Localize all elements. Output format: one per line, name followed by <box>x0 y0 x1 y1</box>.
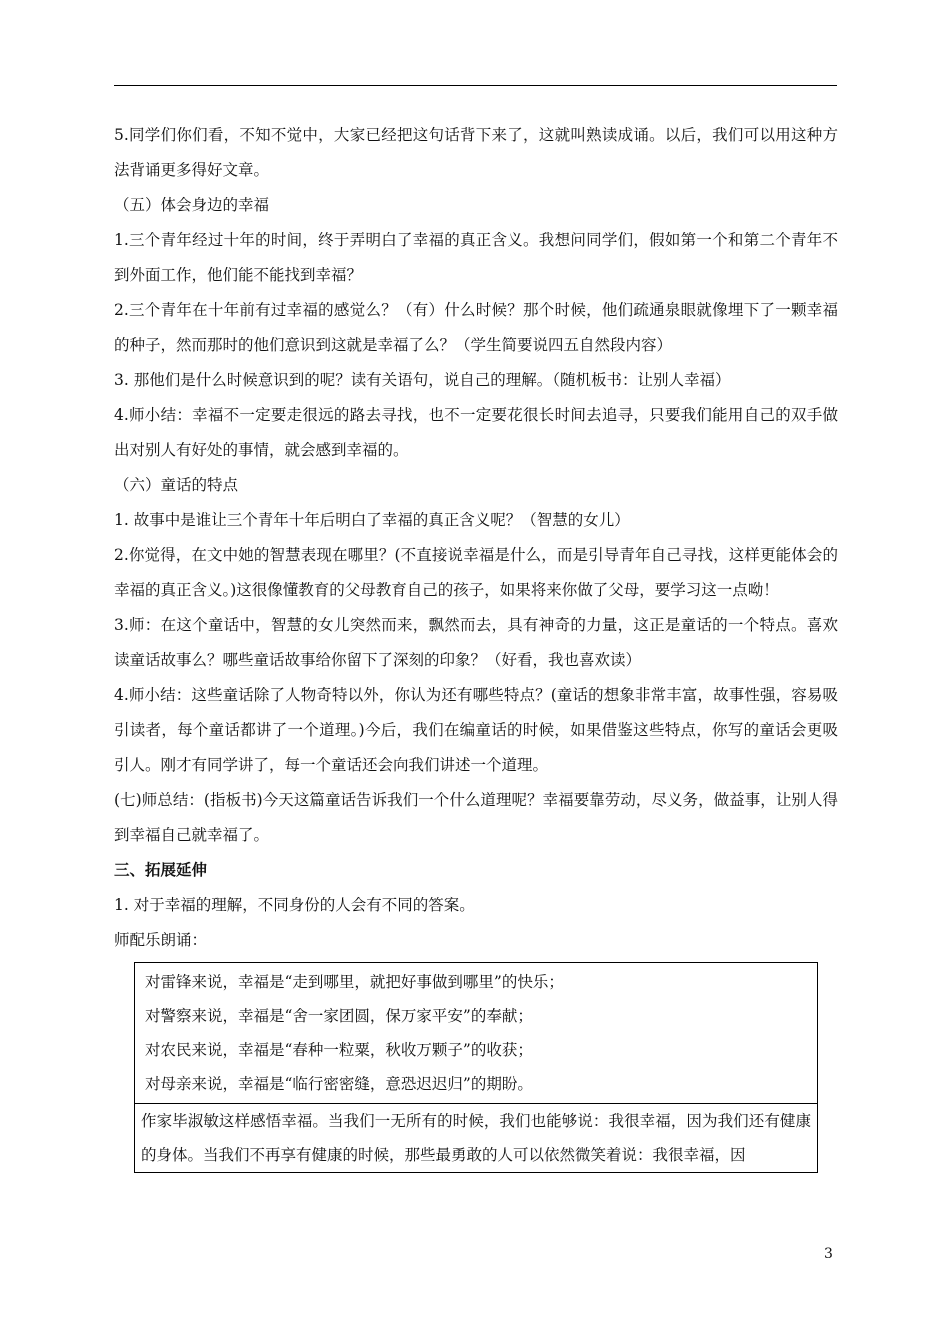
paragraph: 师配乐朗诵： <box>114 931 208 949</box>
paragraph: 4.师小结：幸福不一定要走很远的路去寻找，也不一定要花很长时间去追寻，只要我们能用自己的双手做出对别人有好处的事情，就会感到幸福的。 <box>114 406 838 459</box>
paragraph: 4.师小结：这些童话除了人物奇特以外，你认为还有哪些特点？(童话的想象非常丰富，故事性强，容易吸引读者，每个童话都讲了一个道理。)今后，我们在编童话的时候，如果借鉴这些特点，你写的童话会更吸引人。刚才有同学讲了，每一个童话还会向我们讲述一个道理。 <box>114 686 838 774</box>
paragraph: 1. 故事中是谁让三个青年十年后明白了幸福的真正含义呢？（智慧的女儿） <box>114 511 630 529</box>
recitation-box <box>134 962 818 1173</box>
document-body <box>114 118 838 1173</box>
poem-line: 对母亲来说，幸福是“临行密密缝，意恐迟迟归”的期盼。 <box>145 1075 533 1093</box>
paragraph: 2.你觉得，在文中她的智慧表现在哪里？(不直接说幸福是什么，而是引导青年自己寻找，这样更能体会的幸福的真正含义。)这很像懂教育的父母教育自己的孩子，如果将来你做了父母，要学习这一点呦！ <box>114 546 838 599</box>
quote-block: 作家毕淑敏这样感悟幸福。当我们一无所有的时候，我们也能够说：我很幸福，因为我们还有健康的身体。当我们不再享有健康的时候，那些最勇敢的人可以依然微笑着说：我很幸福，因 <box>135 1103 817 1172</box>
paragraph: (七)师总结：(指板书)今天这篇童话告诉我们一个什么道理呢？幸福要靠劳动，尽义务，做益事，让别人得到幸福自己就幸福了。 <box>114 791 838 844</box>
poem-line: 对农民来说，幸福是“春种一粒粟，秋收万颗子”的收获； <box>145 1041 533 1059</box>
header-rule <box>114 85 837 86</box>
paragraph: 2.三个青年在十年前有过幸福的感觉么？（有）什么时候？那个时候，他们疏通泉眼就像埋下了一颗幸福的种子，然而那时的他们意识到这就是幸福了么？（学生简要说四五自然段内容） <box>114 301 838 354</box>
paragraph: 3. 那他们是什么时候意识到的呢？读有关语句，说自己的理解。（随机板书：让别人幸福） <box>114 371 731 389</box>
poem-block <box>135 963 817 1103</box>
poem-line: 对警察来说，幸福是“舍一家团圆，保万家平安”的奉献； <box>145 1007 533 1025</box>
paragraph: 1.三个青年经过十年的时间，终于弄明白了幸福的真正含义。我想问同学们，假如第一个和第二个青年不到外面工作，他们能不能找到幸福？ <box>114 231 838 284</box>
paragraph: 1. 对于幸福的理解，不同身份的人会有不同的答案。 <box>114 896 475 914</box>
section-heading: 三、拓展延伸 <box>114 861 208 879</box>
subsection-heading: （六）童话的特点 <box>114 476 239 494</box>
paragraph: 3.师：在这个童话中，智慧的女儿突然而来，飘然而去，具有神奇的力量，这正是童话的一个特点。喜欢读童话故事么？哪些童话故事给你留下了深刻的印象？（好看，我也喜欢读） <box>114 616 838 669</box>
subsection-heading: （五）体会身边的幸福 <box>114 196 270 214</box>
paragraph: 5.同学们你们看，不知不觉中，大家已经把这句话背下来了，这就叫熟读成诵。以后，我们可以用这种方法背诵更多得好文章。 <box>114 126 838 179</box>
poem-line: 对雷锋来说，幸福是“走到哪里，就把好事做到哪里”的快乐； <box>145 973 564 991</box>
page-number: 3 <box>824 1246 833 1262</box>
